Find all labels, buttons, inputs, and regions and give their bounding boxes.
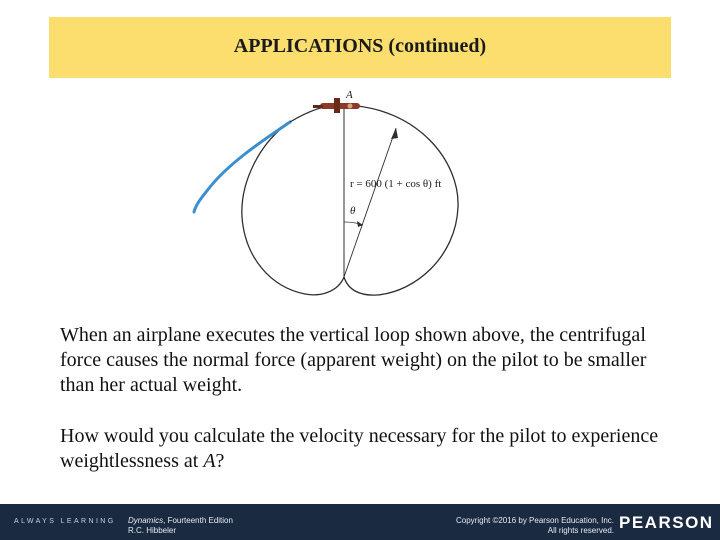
question-point-a: A [203, 450, 216, 472]
airplane-icon [313, 98, 360, 113]
book-title: Dynamics [128, 516, 164, 525]
book-edition: , Fourteenth Edition [163, 516, 233, 525]
footer-bar [0, 504, 720, 540]
radius-arrowhead [391, 128, 398, 139]
theta-label: θ [350, 205, 356, 217]
copyright-line-2: All rights reserved. [547, 526, 614, 535]
loop-right-lobe [344, 105, 458, 295]
paragraph-normal-force: When an airplane executes the vertical loop shown above, the centrifugal force causes the normal force (apparent weight) on the pilot to be smaller than her actual weight. [60, 324, 647, 396]
flight-path [194, 122, 290, 212]
question-text-after: ? [215, 450, 225, 472]
point-a-label: A [346, 89, 353, 101]
loop-left-lobe [242, 122, 344, 295]
copyright-line-1: Copyright ©2016 by Pearson Education, Inc. [456, 516, 614, 525]
radius-line [344, 128, 396, 277]
slide-title: APPLICATIONS (continued) [233, 35, 487, 57]
title-bar [49, 17, 671, 78]
paragraph-question [60, 424, 660, 474]
equation-label: r = 600 (1 + cos θ) ft [350, 178, 442, 190]
copyright-notice [456, 516, 614, 536]
book-author: R.C. Hibbeler [128, 526, 177, 535]
loop-diagram [170, 82, 490, 307]
always-learning-label: ALWAYS LEARNING [14, 518, 116, 525]
cardioid-loop-figure [170, 82, 490, 307]
question-text-before: How would you calculate the velocity necessary for the pilot to experience weightlessness at [60, 425, 659, 472]
pearson-logo: PEARSON [619, 513, 714, 532]
book-info [128, 516, 233, 536]
